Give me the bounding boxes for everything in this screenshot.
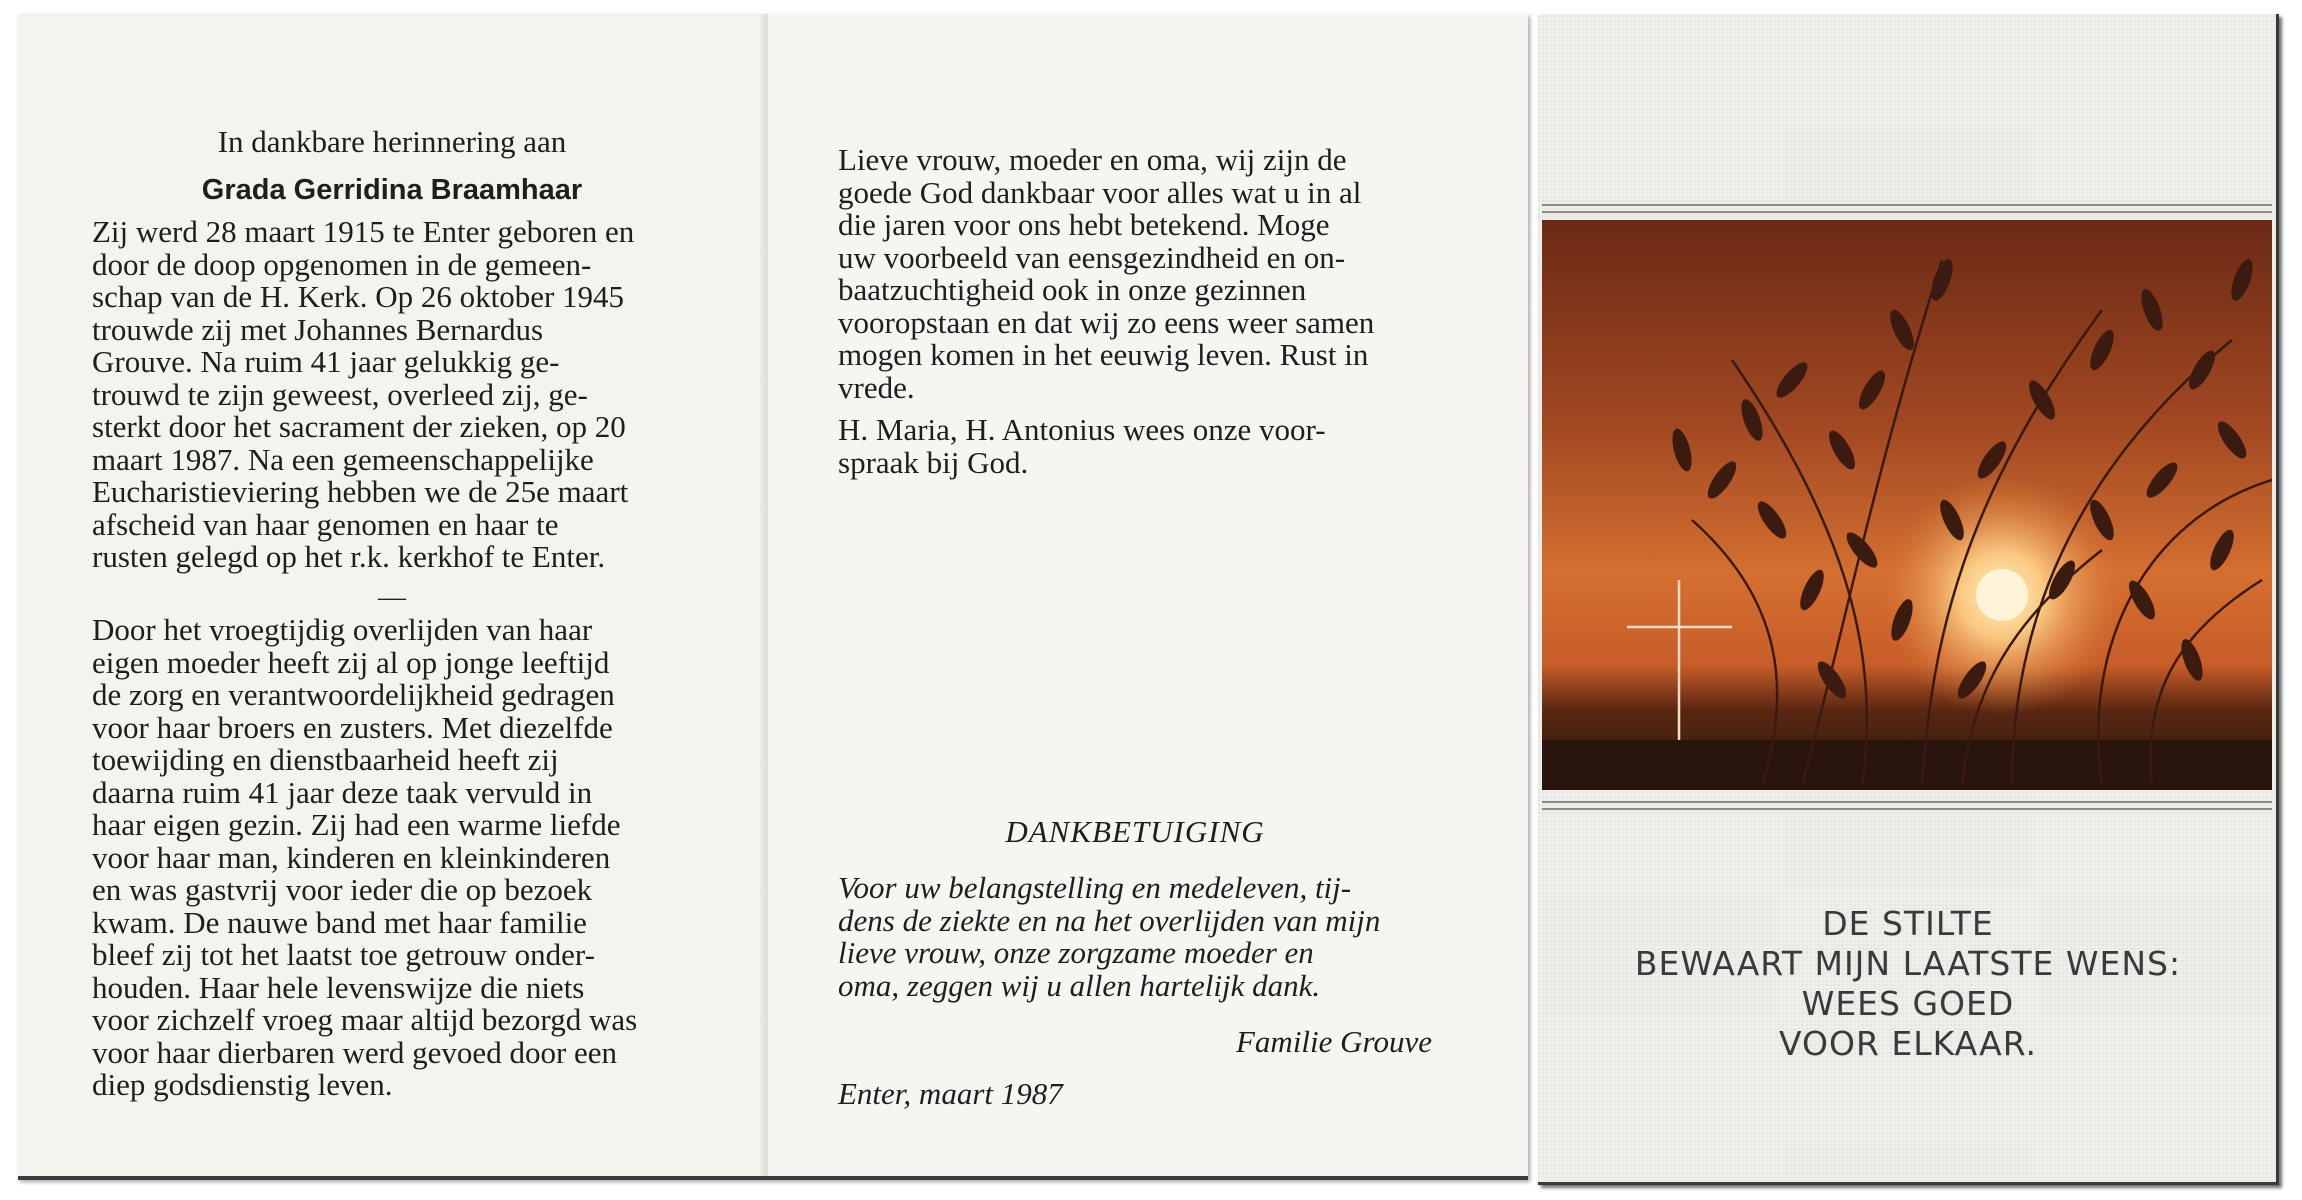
text-line: diep godsdienstig leven. (92, 1067, 393, 1102)
text-line: daarna ruim 41 jaar deze taak vervuld in (92, 774, 593, 810)
text-line: Lieve vrouw, moeder en oma, wij zijn de (838, 142, 1347, 177)
top-rule (1542, 204, 2272, 206)
text-line: voor haar dierbaren werd gevoed door een (92, 1034, 618, 1070)
motto-line: DE STILTE (1822, 904, 1994, 943)
text-line: Voor uw belangstelling en medeleven, tij- (838, 870, 1352, 905)
text-line: voor haar man, kinderen en kleinkinderen (92, 839, 611, 875)
invocation-paragraph (838, 414, 1432, 479)
text-line: uw voorbeeld van eensgezindheid en on- (838, 239, 1346, 275)
motto-line: WEES GOED (1801, 984, 2015, 1023)
right-page (768, 14, 1528, 1176)
left-page (18, 14, 768, 1176)
text-line: lieve vrouw, onze zorgzame moeder en (838, 935, 1314, 970)
memorial-card-inner-spread (18, 14, 1528, 1180)
text-line: eigen moeder heeft zij al op jonge leeftijd (92, 644, 610, 680)
text-line: voor zichzelf vroeg maar altijd bezorgd was (92, 1002, 638, 1037)
text-line: Zij werd 28 maart 1915 te Enter geboren en (92, 214, 635, 249)
sunset-photo (1542, 220, 2272, 790)
life-paragraph (92, 614, 692, 1102)
text-line: houden. Haar hele levenswijze die niets (92, 969, 585, 1005)
text-line: afscheid van haar genomen en haar te (92, 506, 559, 542)
card-motto (1608, 904, 2208, 1064)
memorial-card-front (1538, 14, 2279, 1185)
text-line: de zorg en verantwoordelijkheid gedragen (92, 677, 615, 712)
horizon-ground (1542, 740, 2272, 790)
text-line: Grouve. Na ruim 41 jaar gelukkig ge- (92, 344, 560, 379)
text-line: mogen komen in het eeuwig leven. Rust in (838, 337, 1369, 372)
section-separator: — (378, 582, 406, 613)
text-line: voor haar broers en zusters. Met diezelfde (92, 709, 613, 745)
text-line: trouwde zij met Johannes Bernardus (92, 311, 544, 347)
text-line: sterkt door het sacrament der zieken, op 20 (92, 409, 626, 444)
sun (1976, 569, 2028, 621)
motto-line: VOOR ELKAAR. (1779, 1024, 2037, 1063)
biography-paragraph (92, 216, 692, 574)
text-line: Door het vroegtijdig overlijden van haar (92, 612, 593, 647)
text-line: goede God dankbaar voor alles wat u in al (838, 174, 1362, 210)
text-line: toewijding en dienstbaarheid heeft zij (92, 742, 559, 777)
text-line: rusten gelegd op het r.k. kerkhof te Enter. (92, 539, 606, 574)
text-line: oma, zeggen wij u allen hartelijk dank. (838, 967, 1321, 1003)
text-line: en was gastvrij voor ieder die op bezoek (92, 872, 593, 907)
bottom-rule (1542, 801, 2272, 803)
text-line: spraak bij God. (838, 444, 1029, 480)
text-line: dens de ziekte en na het overlijden van mijn (838, 902, 1381, 938)
text-line: schap van de H. Kerk. Op 26 oktober 1945 (92, 279, 625, 314)
text-line: vrede. (838, 369, 915, 405)
deceased-name: Grada Gerridina Braamhaar (201, 174, 583, 206)
text-line: vooropstaan en dat wij zo eens weer samen (838, 304, 1375, 340)
intro-line: In dankbare herinnering aan (217, 124, 567, 159)
prayer-paragraph (838, 144, 1432, 404)
family-signature: Familie Grouve (1236, 1024, 1432, 1059)
thanks-title: DANKBETUIGING (1005, 814, 1265, 849)
text-line: bleef zij tot het laatst toe getrouw onder- (92, 937, 595, 972)
text-line: baatzuchtigheid ook in onze gezinnen (838, 272, 1307, 307)
text-line: die jaren voor ons hebt betekend. Moge (838, 207, 1330, 242)
bottom-rule-inner (1542, 808, 2272, 810)
text-line: Eucharistieviering hebben we de 25e maart (92, 474, 629, 509)
top-rule-inner (1542, 211, 2272, 213)
text-line: door de doop opgenomen in de gemeen- (92, 246, 592, 282)
text-line: haar eigen gezin. Zij had een warme liefde (92, 807, 621, 842)
text-line: maart 1987. Na een gemeenschappelijke (92, 441, 594, 477)
text-line: kwam. De nauwe band met haar familie (92, 904, 587, 940)
place-date: Enter, maart 1987 (838, 1076, 1063, 1111)
thanks-paragraph (838, 872, 1432, 1002)
text-line: trouwd te zijn geweest, overleed zij, ge- (92, 376, 588, 412)
text-line: H. Maria, H. Antonius wees onze voor- (838, 412, 1326, 447)
motto-line: BEWAART MIJN LAATSTE WENS: (1634, 944, 2182, 983)
